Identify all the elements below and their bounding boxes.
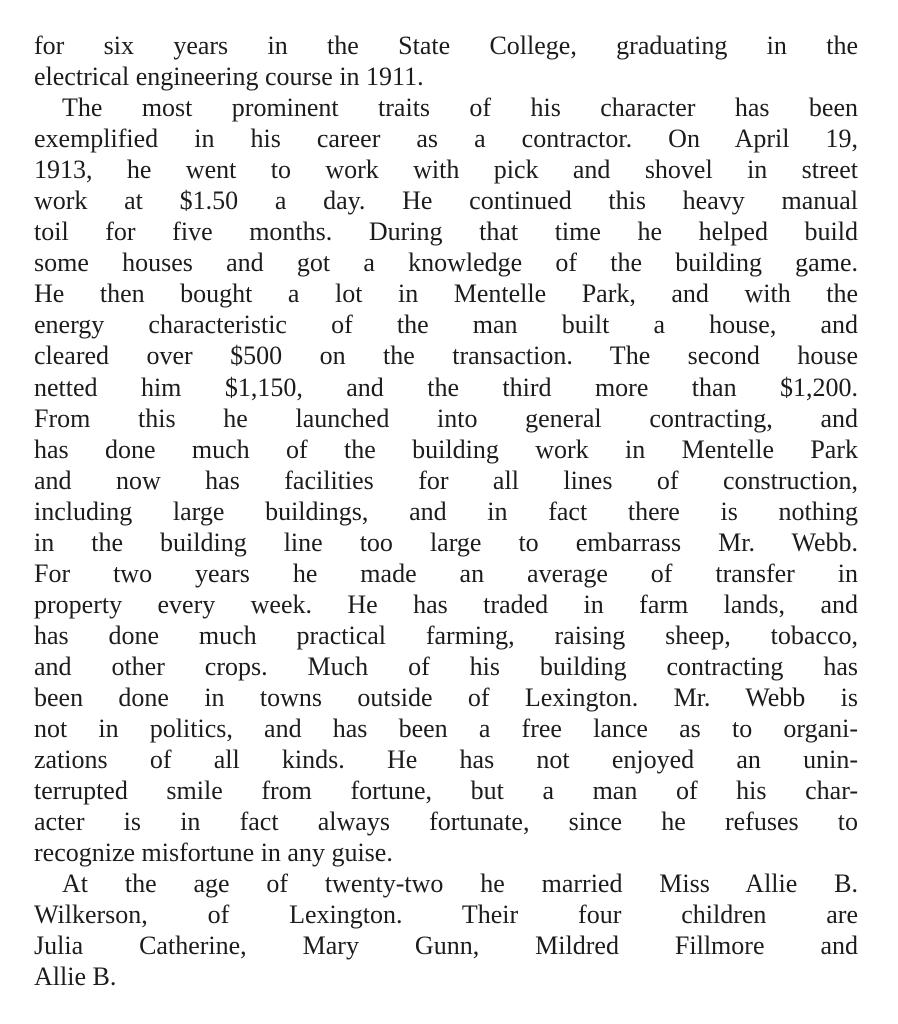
paragraph-first-line: At the age of twenty-two he married Miss Allie B. xyxy=(62,869,858,899)
text-line: For two years he made an average of transfer in xyxy=(34,558,858,588)
text-line: and other crops. Much of his building contracting has xyxy=(34,651,858,681)
text-line: acter is in fact always fortunate, since he refuses to xyxy=(34,807,858,837)
text-line: for six years in the State College, graduating in the xyxy=(34,31,858,60)
text-line: zations of all kinds. He has not enjoyed an unin- xyxy=(34,745,858,775)
text-line: electrical engineering course in 1911. xyxy=(34,62,424,92)
text-line: has done much of the building work in Mentelle Park xyxy=(34,434,858,464)
document-page xyxy=(34,30,858,992)
text-line: not in politics, and has been a free lance as to organi- xyxy=(34,714,858,744)
text-line: recognize misfortune in any guise. xyxy=(34,838,393,868)
text-line: terrupted smile from fortune, but a man of his char- xyxy=(34,776,858,806)
text-line: netted him $1,150, and the third more than $1,200. xyxy=(34,372,858,402)
text-line: including large buildings, and in fact there is nothing xyxy=(34,496,858,526)
text-line: Julia Catherine, Mary Gunn, Mildred Fillmore and xyxy=(34,931,858,961)
text-line: property every week. He has traded in farm lands, and xyxy=(34,589,858,619)
text-line: toil for five months. During that time he helped build xyxy=(34,217,858,247)
text-line: in the building line too large to embarrass Mr. Webb. xyxy=(34,527,858,557)
text-line: cleared over $500 on the transaction. The second house xyxy=(34,341,858,371)
text-line: Wilkerson, of Lexington. Their four children are xyxy=(34,900,858,930)
text-line: Allie B. xyxy=(34,962,117,992)
text-line: and now has facilities for all lines of construction, xyxy=(34,465,858,495)
text-line: been done in towns outside of Lexington. Mr. Webb is xyxy=(34,682,858,712)
paragraph-first-line: The most prominent traits of his character has been xyxy=(62,93,858,123)
text-line: work at $1.50 a day. He continued this heavy manual xyxy=(34,186,858,216)
text-line: 1913, he went to work with pick and shovel in street xyxy=(34,155,858,185)
text-line: some houses and got a knowledge of the building game. xyxy=(34,248,858,278)
text-line: From this he launched into general contracting, and xyxy=(34,403,858,433)
text-line: energy characteristic of the man built a house, and xyxy=(34,310,858,340)
text-line: exemplified in his career as a contractor. On April 19, xyxy=(34,124,858,154)
text-line: has done much practical farming, raising sheep, tobacco, xyxy=(34,620,858,650)
text-line: He then bought a lot in Mentelle Park, and with the xyxy=(34,279,858,309)
